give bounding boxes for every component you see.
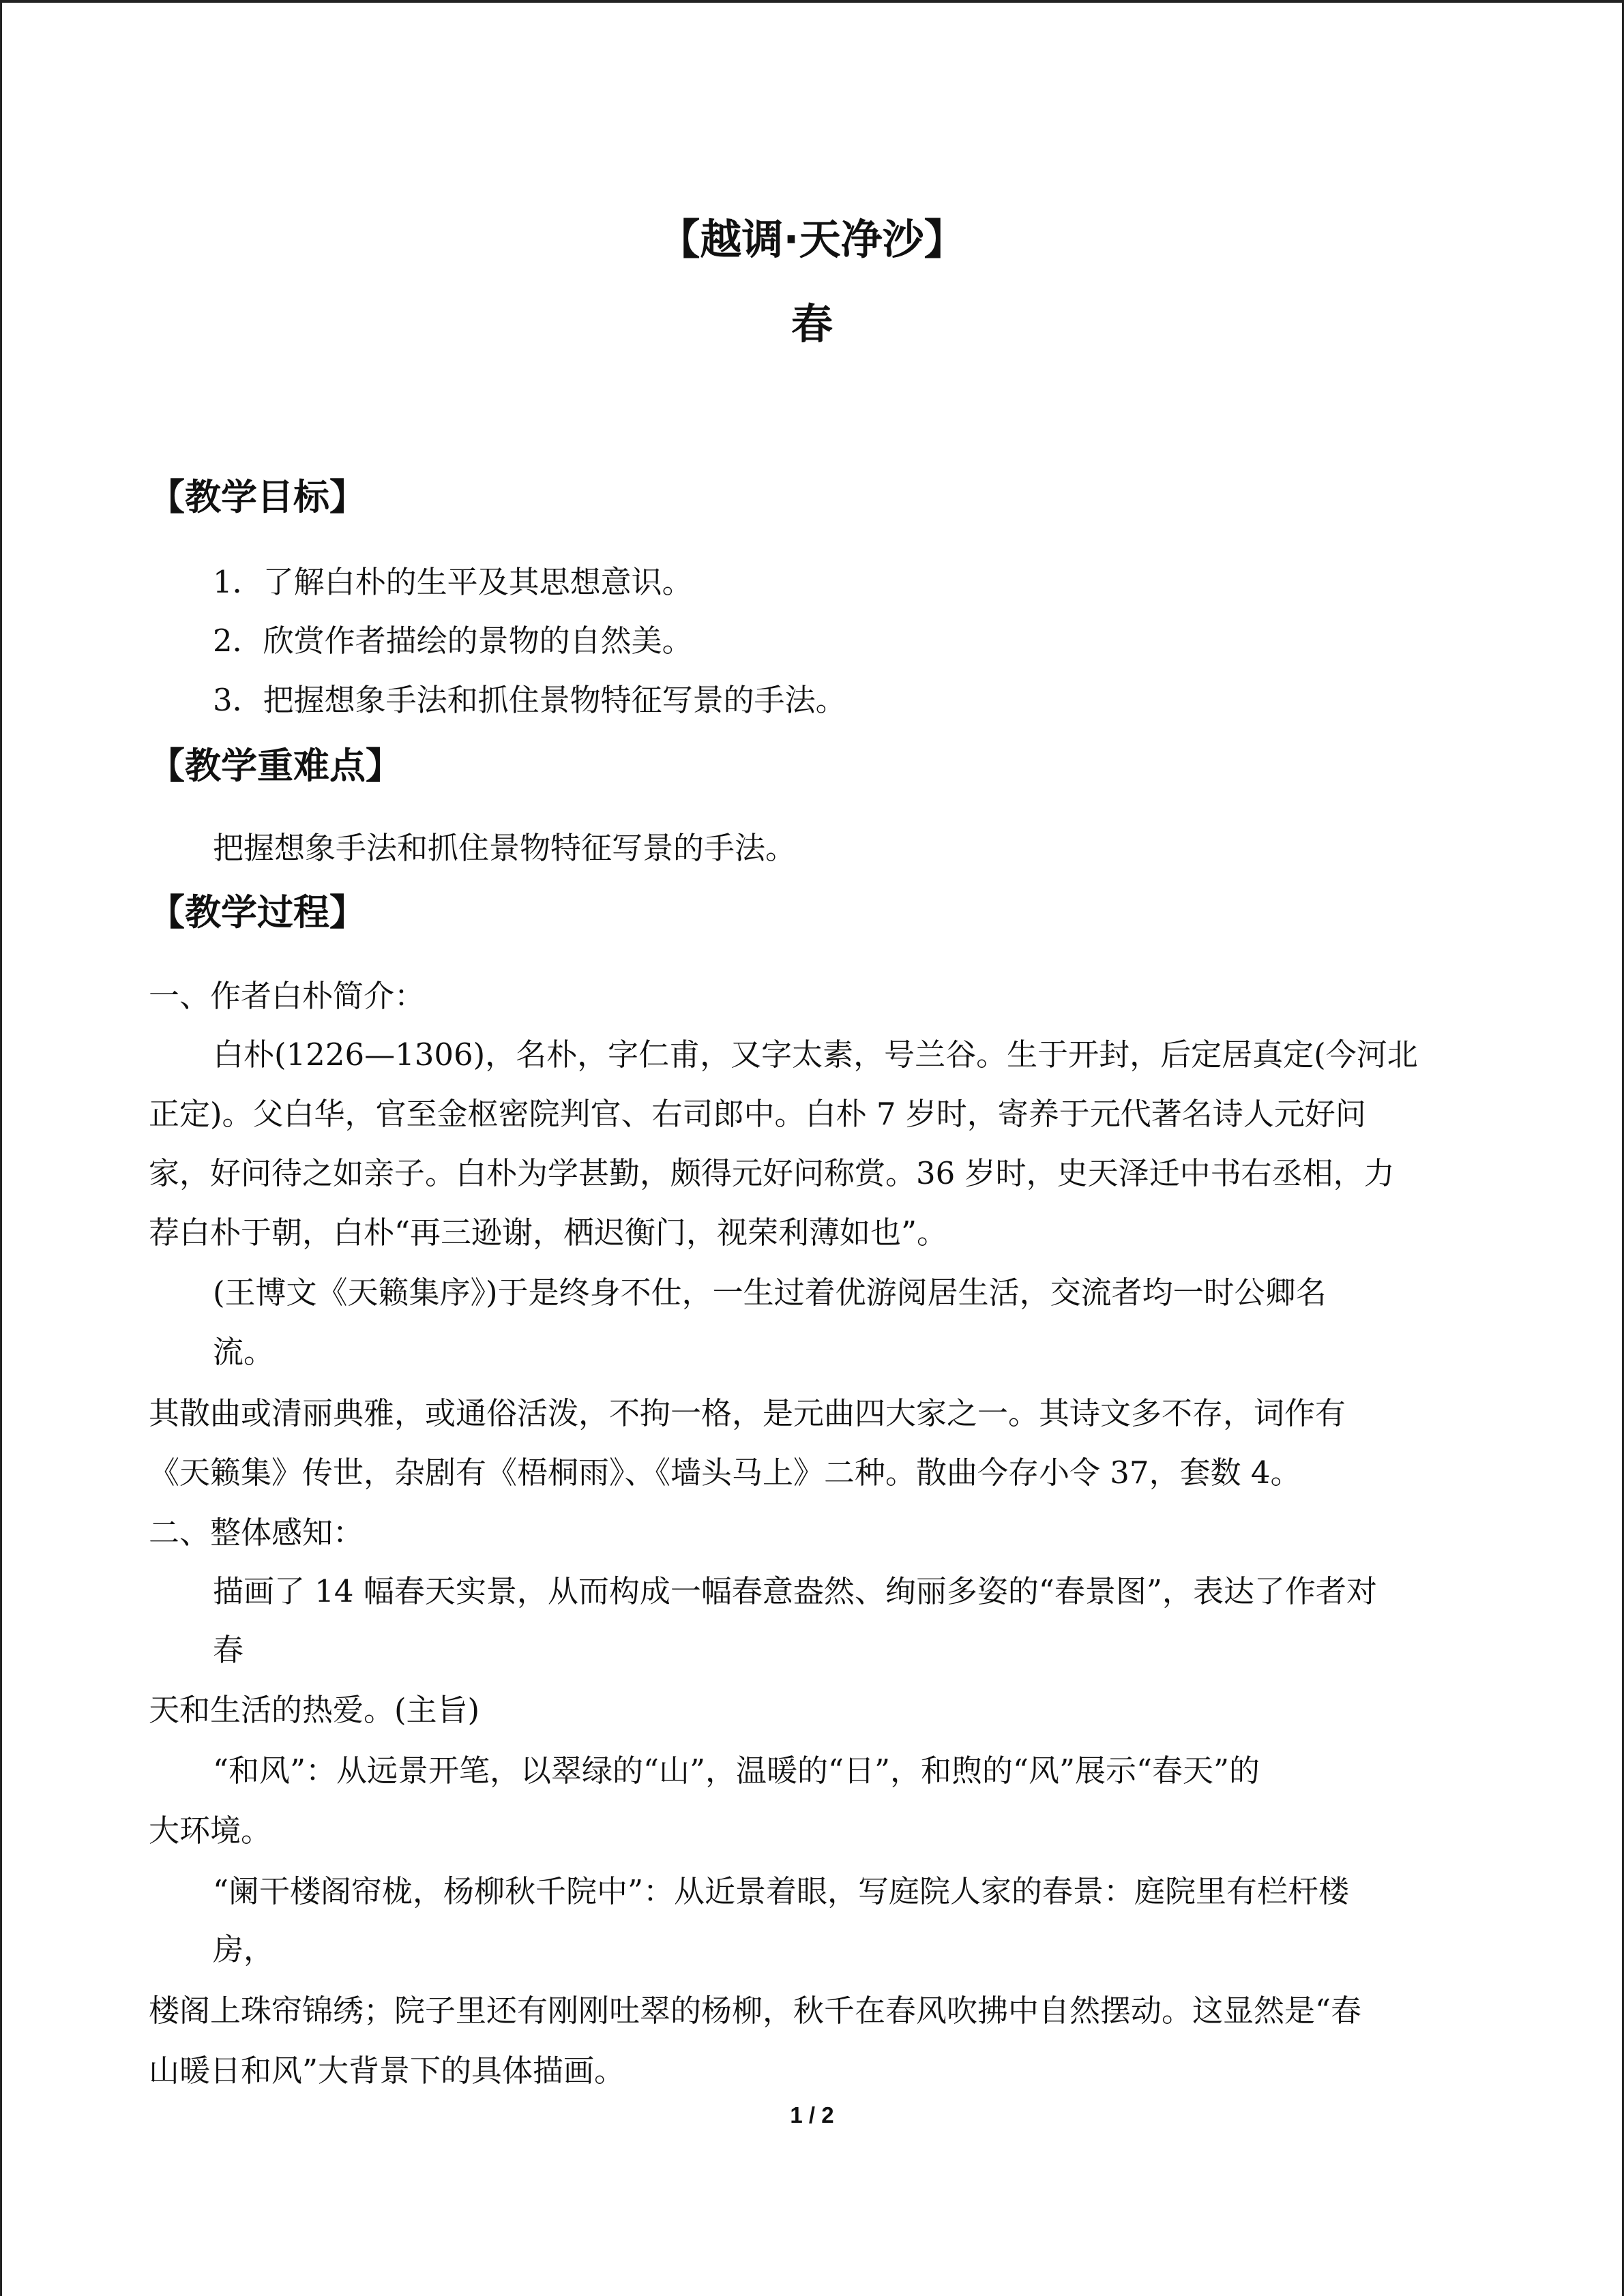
body-line: 楼阁上珠帘锦绣；院子里还有刚刚吐翠的杨柳，秋千在春风吹拂中自然摆动。这显然是“春 xyxy=(149,1993,1362,2029)
objective-item: 2．欣赏作者描绘的景物的自然美。 xyxy=(213,623,693,659)
body-line: 流。 xyxy=(213,1334,275,1370)
body-line: 春 xyxy=(213,1632,244,1668)
objective-item: 1．了解白朴的生平及其思想意识。 xyxy=(213,564,693,600)
body-line: (王博文《天籁集序》)于是终身不仕，一生过着优游阅居生活，交流者均一时公卿名 xyxy=(213,1274,1327,1311)
body-line: 荐白朴于朝，白朴“再三逊谢，栖迟衡门，视荣利薄如也”。 xyxy=(149,1214,948,1251)
body-line: 天和生活的热爱。(主旨) xyxy=(149,1692,480,1728)
body-line: “和风”：从远景开笔，以翠绿的“山”，温暖的“日”，和煦的“风”展示“春天”的 xyxy=(213,1753,1260,1789)
body-line: 正定)。父白华，官至金枢密院判官、右司郎中。白朴 7 岁时，寄养于元代著名诗人元好问 xyxy=(149,1096,1366,1132)
body-line: 描画了 14 幅春天实景，从而构成一幅春意盎然、绚丽多姿的“春景图”，表达了作者对 xyxy=(213,1573,1377,1609)
document-title: 【越调·天净沙】 xyxy=(658,215,966,264)
page-number: 1 / 2 xyxy=(790,2102,834,2128)
page-border-top xyxy=(0,0,1624,3)
body-line: 其散曲或清丽典雅，或通俗活泼，不拘一格，是元曲四大家之一。其诗文多不存，词作有 xyxy=(149,1395,1346,1431)
process-heading: 【教学过程】 xyxy=(149,892,366,934)
keypoints-heading: 【教学重难点】 xyxy=(149,745,402,787)
body-line: “阑干楼阁帘栊，杨柳秋千院中”：从近景着眼，写庭院人家的春景：庭院里有栏杆楼 xyxy=(213,1873,1350,1909)
body-line: 《天籁集》传世，杂剧有《梧桐雨》、《墙头马上》二种。散曲今存小令 37，套数 4。 xyxy=(149,1455,1301,1491)
section-heading-author: 一、作者白朴简介： xyxy=(149,978,426,1014)
objectives-heading: 【教学目标】 xyxy=(149,477,366,518)
body-line: 山暖日和风”大背景下的具体描画。 xyxy=(149,2053,625,2089)
keypoints-text: 把握想象手法和抓住景物特征写景的手法。 xyxy=(213,830,797,866)
body-line: 家，好问待之如亲子。白朴为学甚勤，颇得元好问称赏。36 岁时，史天泽迁中书右丞相，力 xyxy=(149,1155,1395,1191)
document-subtitle: 春 xyxy=(791,300,833,348)
body-line: 房， xyxy=(213,1931,275,1967)
objective-item: 3．把握想象手法和抓住景物特征写景的手法。 xyxy=(213,682,846,718)
section-heading-overview: 二、整体感知： xyxy=(149,1515,364,1551)
body-line: 大环境。 xyxy=(149,1813,272,1849)
body-line: 白朴(1226—1306)，名朴，字仁甫，又字太素，号兰谷。生于开封，后定居真定(今河北 xyxy=(213,1037,1418,1073)
